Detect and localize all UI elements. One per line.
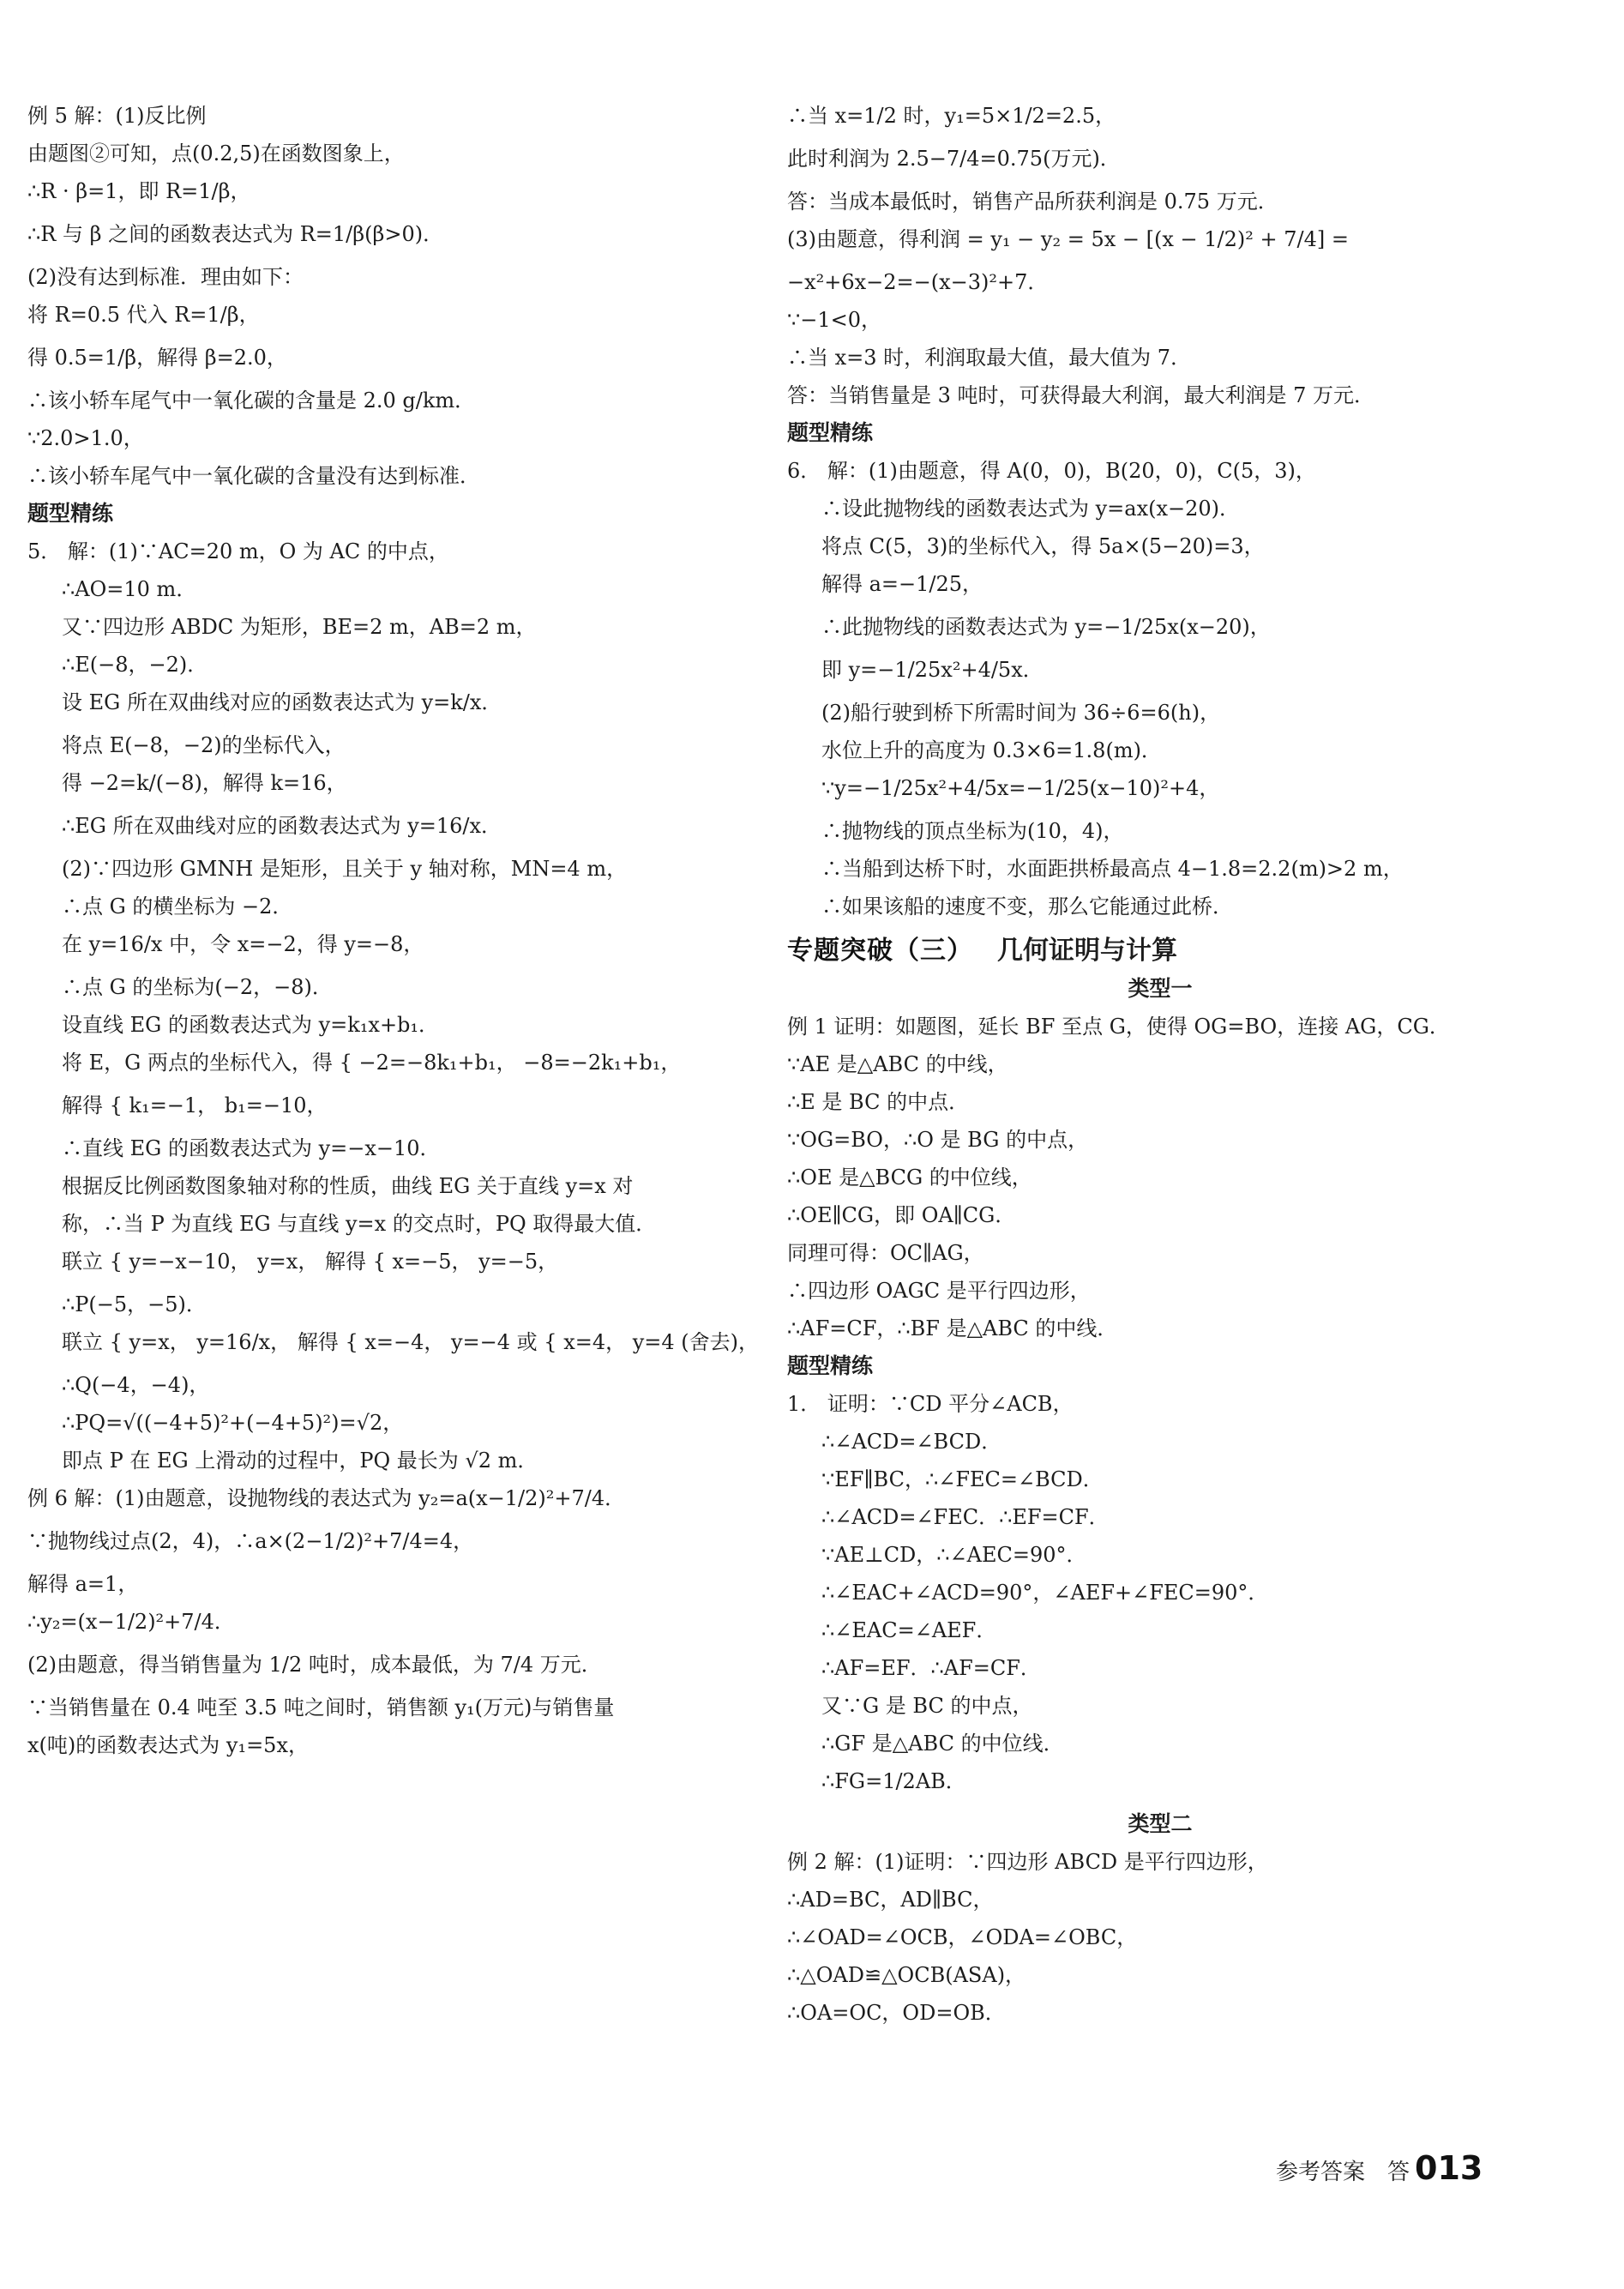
text-line: ∴AF=EF．∴AF=CF． <box>821 1656 1041 1680</box>
text-line: 设 EG 所在双曲线对应的函数表达式为 y=k/x． <box>62 690 502 714</box>
text-line: 解得 a=−1/25， <box>821 572 983 596</box>
text-line: ∴当 x=1/2 时，y₁=5×1/2=2.5， <box>787 104 1116 128</box>
text-line: 将点 C(5，3)的坐标代入，得 5a×(5−20)=3， <box>821 534 1265 558</box>
page-footer <box>1276 2149 1483 2187</box>
text-line: ∴∠EAC+∠ACD=90°，∠AEF+∠FEC=90°． <box>821 1581 1269 1605</box>
text-line: ∴R · β=1，即 R=1/β， <box>27 179 251 203</box>
text-line: 解得 { k₁=−1， b₁=−10， <box>62 1093 328 1117</box>
right-column-part-a <box>787 103 1533 919</box>
text-line: ∴AD=BC，AD∥BC， <box>787 1888 994 1912</box>
text-line: ∴△OAD≌△OCB(ASA)， <box>787 1963 1026 1987</box>
text-line: 此时利润为 2.5−7/4=0.75(万元)． <box>787 147 1121 171</box>
text-line: ∵AE 是△ABC 的中线， <box>787 1052 1008 1076</box>
text-line: 水位上升的高度为 0.3×6=1.8(m)． <box>821 738 1162 762</box>
text-line: (2)船行驶到桥下所需时间为 36÷6=6(h)， <box>821 701 1221 725</box>
text-line: ∴E 是 BC 的中点． <box>787 1090 970 1114</box>
text-line: x(吨)的函数表达式为 y₁=5x， <box>27 1733 309 1757</box>
text-line: ∴P(−5，−5)． <box>62 1292 207 1316</box>
text-line: ∴R 与 β 之间的函数表达式为 R=1/β(β>0)． <box>27 222 444 246</box>
text-line: ∴OE 是△BCG 的中位线， <box>787 1166 1032 1190</box>
text-line: ∴该小轿车尾气中一氧化碳的含量没有达到标准． <box>27 464 480 488</box>
text-line: ∵y=−1/25x²+4/5x=−1/25(x−10)²+4， <box>821 776 1220 800</box>
text-line: 又∵G 是 BC 的中点， <box>821 1694 1033 1718</box>
text-line: (3)由题意，得利润 = y₁ − y₂ = 5x − [(x − 1/2)² + 7/4] = <box>787 227 1349 251</box>
text-line: 例 6 解：(1)由题意，设抛物线的表达式为 y₂=a(x−1/2)²+7/4． <box>27 1486 626 1510</box>
text-line: 例 1 证明：如题图，延长 BF 至点 G，使得 OG=BO，连接 AG，CG． <box>787 1015 1450 1039</box>
text-line: ∴点 G 的坐标为(−2，−8)． <box>62 975 333 999</box>
text-line: 称，∴当 P 为直线 EG 与直线 y=x 的交点时，PQ 取得最大值． <box>62 1212 657 1236</box>
text-line: ∴EG 所在双曲线对应的函数表达式为 y=16/x． <box>62 814 502 838</box>
text-line: ∵2.0>1.0， <box>27 426 144 450</box>
text-line: 联立 { y=−x−10， y=x， 解得 { x=−5， y=−5， <box>62 1250 559 1274</box>
text-line: −x²+6x−2=−(x−3)²+7． <box>787 270 1049 294</box>
text-line: 联立 { y=x， y=16/x， 解得 { x=−4， y=−4 或 { x=4， y=4 (舍去)， <box>62 1330 760 1354</box>
text-line: ∴设此抛物线的函数表达式为 y=ax(x−20)． <box>821 497 1241 521</box>
text-line: 答：当销售量是 3 吨时，可获得最大利润，最大利润是 7 万元． <box>787 383 1375 407</box>
text-line: ∴OE∥CG，即 OA∥CG． <box>787 1203 1016 1227</box>
text-line: ∵EF∥BC，∴∠FEC=∠BCD． <box>821 1467 1104 1491</box>
right-column-part-b <box>787 976 1533 2026</box>
type-heading: 类型一 <box>1128 976 1193 1001</box>
text-line: ∴该小轿车尾气中一氧化碳的含量是 2.0 g/km． <box>27 389 476 413</box>
text-line: 将点 E(−8，−2)的坐标代入， <box>62 733 346 757</box>
text-line: 将 R=0.5 代入 R=1/β， <box>27 303 260 327</box>
text-line: ∵OG=BO，∴O 是 BG 的中点， <box>787 1128 1089 1152</box>
text-line: ∴AF=CF，∴BF 是△ABC 的中线． <box>787 1316 1118 1340</box>
text-line: ∵−1<0， <box>787 308 882 332</box>
right-column <box>787 103 1533 2038</box>
text-line: ∴∠EAC=∠AEF． <box>821 1618 997 1642</box>
text-line: 在 y=16/x 中，令 x=−2，得 y=−8， <box>62 932 424 956</box>
text-line: ∴∠OAD=∠OCB，∠ODA=∠OBC， <box>787 1925 1138 1949</box>
text-line: ∵AE⊥CD，∴∠AEC=90°． <box>821 1543 1087 1567</box>
text-line: 答：当成本最低时，销售产品所获利润是 0.75 万元． <box>787 190 1278 214</box>
text-line: 5． 解：(1)∵AC=20 m，O 为 AC 的中点， <box>27 539 449 563</box>
type-heading: 类型二 <box>1128 1811 1193 1836</box>
text-line: ∵抛物线过点(2，4)，∴a×(2−1/2)²+7/4=4， <box>27 1529 474 1553</box>
text-line: ∴GF 是△ABC 的中位线． <box>821 1732 1064 1756</box>
text-line: ∴PQ=√((−4+5)²+(−4+5)²)=√2， <box>62 1411 404 1435</box>
text-line: (2)∵四边形 GMNH 是矩形，且关于 y 轴对称，MN=4 m， <box>62 857 628 881</box>
text-line: ∴FG=1/2AB． <box>821 1769 966 1793</box>
text-line: 1． 证明：∵CD 平分∠ACB， <box>787 1392 1074 1416</box>
text-line: ∴如果该船的速度不变，那么它能通过此桥． <box>821 895 1233 919</box>
page-number: 013 <box>1415 2149 1483 2187</box>
text-line: 6． 解：(1)由题意，得 A(0，0)，B(20，0)，C(5，3)， <box>787 459 1316 483</box>
text-line: 例 5 解：(1)反比例 <box>27 104 207 128</box>
section-heading: 题型精练 <box>27 501 114 526</box>
topic-badge: 专题突破（三） <box>787 936 973 966</box>
text-line: 根据反比例函数图象轴对称的性质，曲线 EG 关于直线 y=x 对 <box>62 1174 634 1198</box>
text-line: ∴四边形 OAGC 是平行四边形， <box>787 1279 1091 1303</box>
text-line: (2)没有达到标准．理由如下： <box>27 265 304 289</box>
text-line: 得 0.5=1/β，解得 β=2.0， <box>27 346 287 370</box>
left-column <box>27 103 765 1770</box>
text-line: 又∵四边形 ABDC 为矩形，BE=2 m，AB=2 m， <box>62 615 537 639</box>
text-line: ∴∠ACD=∠FEC．∴EF=CF． <box>821 1505 1110 1529</box>
text-line: ∴E(−8，−2)． <box>62 653 208 677</box>
text-line: (2)由题意，得当销售量为 1/2 吨时，成本最低，为 7/4 万元． <box>27 1653 602 1677</box>
text-line: ∴此抛物线的函数表达式为 y=−1/25x(x−20)， <box>821 615 1271 639</box>
text-line: 将 E，G 两点的坐标代入，得 { −2=−8k₁+b₁， −8=−2k₁+b₁， <box>62 1051 682 1075</box>
text-line: ∴当船到达桥下时，水面距拱桥最高点 4−1.8=2.2(m)>2 m， <box>821 857 1404 881</box>
text-line: 即 y=−1/25x²+4/5x． <box>821 658 1044 682</box>
text-line: ∴∠ACD=∠BCD． <box>821 1430 1002 1454</box>
text-line: 即点 P 在 EG 上滑动的过程中，PQ 最长为 √2 m． <box>62 1449 538 1473</box>
topic-title: 几何证明与计算 <box>997 936 1177 966</box>
text-line: 由题图②可知，点(0.2,5)在函数图象上， <box>27 142 405 166</box>
text-line: ∴AO=10 m． <box>62 577 197 601</box>
text-line: 得 −2=k/(−8)，解得 k=16， <box>62 771 347 795</box>
section-heading: 题型精练 <box>787 420 874 445</box>
section-heading: 题型精练 <box>787 1353 874 1378</box>
text-line: ∴y₂=(x−1/2)²+7/4． <box>27 1610 235 1634</box>
text-line: 例 2 解：(1)证明：∵四边形 ABCD 是平行四边形， <box>787 1850 1268 1874</box>
text-line: ∴OA=OC，OD=OB． <box>787 2001 1006 2025</box>
text-line: ∴Q(−4，−4)， <box>62 1373 210 1397</box>
text-line: 设直线 EG 的函数表达式为 y=k₁x+b₁． <box>62 1013 440 1037</box>
text-line: ∴直线 EG 的函数表达式为 y=−x−10． <box>62 1136 441 1160</box>
topic-header <box>787 931 1533 964</box>
text-line: ∴点 G 的横坐标为 −2． <box>62 895 293 919</box>
text-line: ∴当 x=3 时，利润取最大值，最大值为 7． <box>787 346 1192 370</box>
text-line: ∵当销售量在 0.4 吨至 3.5 吨之间时，销售额 y₁(万元)与销售量 <box>27 1696 615 1720</box>
text-line: 解得 a=1， <box>27 1572 139 1596</box>
footer-sub: 答 <box>1387 2159 1410 2185</box>
text-line: ∴抛物线的顶点坐标为(10，4)， <box>821 819 1124 843</box>
text-line: 同理可得：OC∥AG， <box>787 1241 984 1265</box>
footer-label: 参考答案 <box>1276 2159 1366 2185</box>
